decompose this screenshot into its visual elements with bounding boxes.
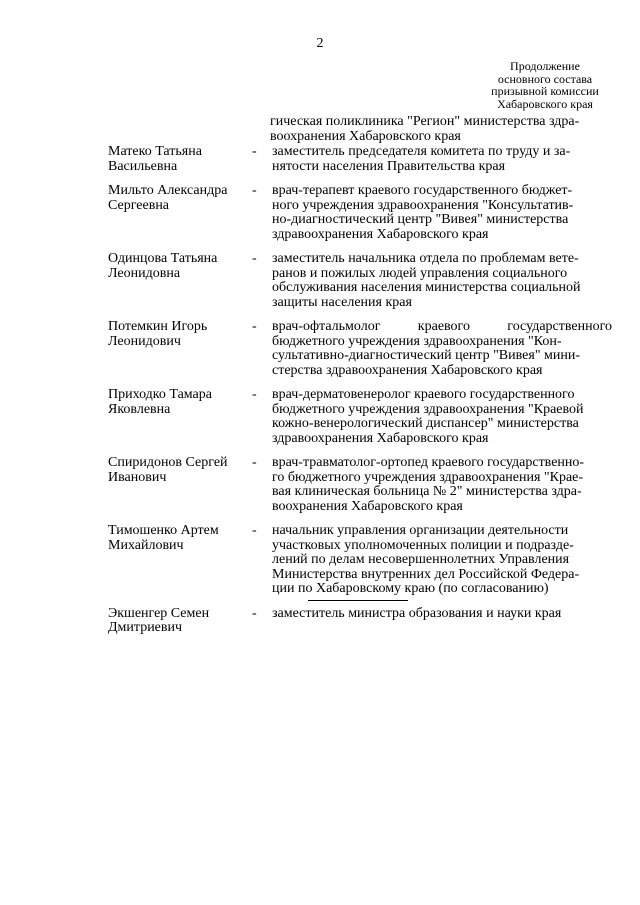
member-position <box>272 456 612 514</box>
name-line: Приходко Тамара <box>108 387 212 402</box>
carryover-line: гическая поликлиника "Регион" министерства здра- <box>270 114 580 129</box>
member-name <box>108 388 250 446</box>
position-line: заместитель председателя комитета по труду и за- <box>272 144 571 159</box>
name-line: Одинцова Татьяна <box>108 251 218 266</box>
member-position <box>272 145 612 174</box>
position-line: начальник управления организации деятельности <box>272 523 569 538</box>
position-line: сультативно-диагностический центр "Вивея" мини- <box>272 348 581 363</box>
name-line: Яковлевна <box>108 401 171 417</box>
member-entry <box>108 388 612 446</box>
dash-separator: - <box>252 523 257 538</box>
member-entry <box>108 524 612 597</box>
continuation-line: Продолжение <box>510 59 580 73</box>
member-entry <box>108 607 612 636</box>
position-line: но-диагностический центр "Вивея" министерства <box>272 212 569 227</box>
dash-separator: - <box>252 387 257 402</box>
position-line: лений по делам несовершеннолетних Управления <box>272 552 570 567</box>
position-line: нятости населения Правительства края <box>272 158 506 174</box>
position-line: го бюджетного учреждения здравоохранения "Крае- <box>272 469 584 485</box>
member-name <box>108 145 250 174</box>
position-line: врач-офтальмолог краевого государственного <box>272 319 612 334</box>
member-position <box>272 524 612 597</box>
position-line: здравоохранения Хабаровского края <box>272 226 489 242</box>
member-name <box>108 320 250 378</box>
position-line: участковых уполномоченных полиции и подразде- <box>272 537 574 553</box>
member-position <box>272 388 612 446</box>
position-line: бюджетного учреждения здравоохранения "Краевой <box>272 401 584 417</box>
member-entry <box>108 145 612 174</box>
name-line: Спиридонов Сергей <box>108 455 228 470</box>
name-line: Иванович <box>108 469 167 485</box>
name-line: Тимошенко Артем <box>108 523 219 538</box>
end-separator-line <box>308 600 408 601</box>
position-line: бюджетного учреждения здравоохранения "Кон- <box>272 333 562 349</box>
name-line: Потемкин Игорь <box>108 319 208 334</box>
position-line: вая клиническая больница № 2" министерства здра- <box>272 484 582 499</box>
continuation-line: основного состава <box>497 71 593 86</box>
member-entry <box>108 252 612 310</box>
position-line: врач-дерматовенеролог краевого государственного <box>272 387 575 402</box>
page-number: 2 <box>316 36 324 51</box>
carryover-line: воохранения Хабаровского края <box>270 128 461 144</box>
member-position <box>272 184 612 242</box>
name-line: Васильевна <box>108 158 178 174</box>
continuation-line: призывной комиссии <box>491 84 599 98</box>
name-line: Мильто Александра <box>108 183 228 198</box>
member-name <box>108 456 250 514</box>
member-position <box>272 320 612 378</box>
continuation-line: Хабаровского края <box>497 96 593 111</box>
position-line: ранов и пожилых людей управления социального <box>272 265 568 281</box>
position-line: врач-терапевт краевого государственного бюджет- <box>272 183 573 198</box>
member-list <box>108 145 612 646</box>
member-name <box>108 252 250 310</box>
position-line: заместитель министра образования и науки края <box>272 605 562 621</box>
position-line: кожно-венерологический диспансер" министерства <box>272 416 579 431</box>
member-name <box>108 607 250 636</box>
position-line: обслуживания населения министерства социальной <box>272 280 581 295</box>
position-line: врач-травматолог-ортопед краевого государственно- <box>272 455 585 470</box>
dash-separator: - <box>252 319 257 334</box>
dash-separator: - <box>252 251 257 266</box>
member-entry <box>108 184 612 242</box>
position-line: Министерства внутренних дел Российской Федера- <box>272 566 580 582</box>
name-line: Дмитриевич <box>108 620 183 635</box>
name-line: Михайлович <box>108 537 184 553</box>
position-line: заместитель начальника отдела по проблемам ветe- <box>272 251 579 266</box>
position-line: защиты населения края <box>272 294 412 310</box>
dash-separator: - <box>252 183 257 198</box>
position-line: ного учреждения здравоохранения "Консультатив- <box>272 197 574 213</box>
member-name <box>108 184 250 242</box>
name-line: Леонидович <box>108 333 181 349</box>
continuation-header <box>470 60 620 110</box>
member-name <box>108 524 250 597</box>
member-entry <box>108 320 612 378</box>
dash-separator: - <box>252 455 257 470</box>
dash-separator: - <box>252 605 257 621</box>
dash-separator: - <box>252 144 257 159</box>
position-line: стерства здравоохранения Хабаровского края <box>272 362 543 378</box>
name-line: Леонидовна <box>108 265 181 281</box>
carryover-text <box>270 115 610 144</box>
member-position <box>272 252 612 310</box>
name-line: Матеко Татьяна <box>108 144 202 159</box>
position-line: здравоохранения Хабаровского края <box>272 430 489 446</box>
name-line: Экшенгер Семен <box>108 605 210 621</box>
name-line: Сергеевна <box>108 197 170 213</box>
member-entry <box>108 456 612 514</box>
position-line: ции по Хабаровскому краю (по согласованию) <box>272 581 549 596</box>
position-line: воохранения Хабаровского края <box>272 498 463 514</box>
member-position <box>272 607 612 636</box>
